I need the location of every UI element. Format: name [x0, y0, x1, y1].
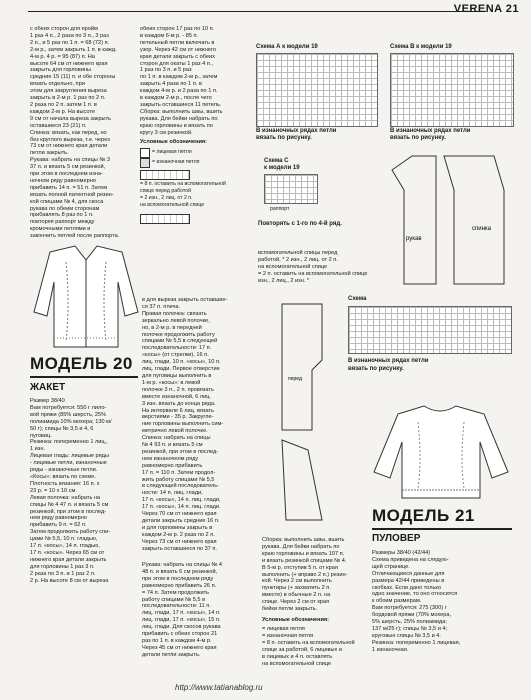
text-line: закрыть оставшиеся 11 петель. [140, 101, 222, 108]
text-line: закрыть оставшиеся по 37 п. [142, 545, 217, 552]
text-line: ности: 14 п. лиц. глади, [142, 490, 203, 497]
magazine-brand: VERENA 21 [453, 3, 519, 15]
text-line: 1 изн. [30, 446, 45, 453]
jacket-sketch [30, 242, 142, 352]
text-line: 1 изнаночная. [372, 646, 409, 653]
text-line: 2 р. На высоте 8 см от выреза [30, 577, 109, 584]
text-line: выполнить (+ вправо 2 п.) резин- [262, 571, 348, 578]
model-20-rule [30, 376, 138, 378]
text-line: кой спицами № 4, для скоса [30, 198, 104, 205]
text-line: = лицевая петля [262, 626, 305, 632]
text-line: прибавлять 8 раз по 1 п. [30, 212, 94, 219]
text-line: Сборка: выполнить швы, вшить [140, 108, 223, 115]
model-21-title: МОДЕЛЬ 21 [372, 506, 475, 525]
text-line: Размер 38/40 [30, 398, 65, 404]
knit-symbol-icon [140, 148, 150, 158]
schema-b-caption-2: вязать по рисунку. [390, 135, 446, 141]
schema-main-title: Схема [348, 296, 367, 302]
text-line: нем изнаночном ряду [142, 455, 199, 462]
text-line: 17 п. «косы». Через 65 см от [30, 549, 105, 556]
text-line: Сборка: выполнить швы, вшить [262, 537, 345, 543]
text-line: круговые спицы № 3,5 и 4. [372, 632, 441, 639]
text-line: равномерно прибавить [142, 462, 203, 469]
text-line: Спинка: вязать, как перед, но [30, 129, 107, 136]
text-line: 17 п. «косы», 14 п. лиц. глади. [142, 504, 221, 511]
pullover-illustration [368, 402, 514, 502]
text-line: пунктиры (+ захватить 2 п. [262, 585, 331, 592]
text-line: лиц. глади, 10 п. «косы», 10 п. [142, 359, 221, 366]
text-line: и вязать резинкой спицами № 4. [262, 557, 347, 564]
text-line: в каждом 2-м р., после чего [140, 95, 212, 102]
text-column-middle-top [140, 26, 250, 138]
text-line: петельный петли включать в [140, 39, 215, 46]
text-line: Резинка: попеременно 1 лицевая, [372, 639, 461, 646]
text-line: 2-м р., затем закрыть 1 п. в кажд. [30, 46, 117, 53]
text-line: рукава. Для бейки набрать по [262, 543, 340, 550]
text-line: 17 п. «косы», 14 п. лиц. глади, [142, 497, 221, 504]
pullover-sketch [368, 402, 514, 502]
schema-main-caption-1: В изнаночных рядах петли [348, 358, 429, 364]
text-line: раз по 1 п. в каждом 4-м р. [142, 637, 212, 644]
schema-a-chart [256, 53, 378, 127]
text-line: детали петли закрыть. [142, 651, 201, 658]
text-line: Вам потребуется: 275 (300) г [372, 605, 447, 612]
text-line: полиамида 10% мохера; 130 м/ [30, 418, 112, 425]
text-line: Плотность вязания: 16 п. х [30, 480, 100, 487]
legend-item: на вспомогательной спице [140, 202, 205, 208]
text-line: ся 37 п. плеча. [142, 303, 181, 310]
model-20-subtitle: ЖАКЕТ [30, 382, 66, 393]
schema-main-caption-2: вязать по рисунку. [348, 366, 404, 372]
schema-c-repeat-note: Повторять с 1-го по 4-й ряд. [258, 221, 342, 227]
text-line: 17 п. «косы», 14 п. гладью, [30, 543, 100, 550]
text-line: при этом в последнем ряду [142, 575, 214, 582]
text-line: зеркально левой полочке, [142, 317, 210, 324]
text-line: Рукава: набрать на спицы № 3 [30, 157, 111, 164]
text-column-left-bottom [30, 398, 140, 680]
watermark: http://www.tatianablog.ru [175, 683, 263, 692]
text-line: вспомогательной спицы перед [258, 250, 338, 256]
purl-symbol-icon [140, 158, 150, 168]
schema-b-chart [390, 53, 514, 127]
text-line: цами № 5,5, 10 п. гладью, [30, 536, 98, 543]
text-line: к обоим размерам. [372, 598, 422, 605]
text-line: последовательности: 11 п. [142, 603, 211, 610]
text-line: 2 раза по 3 п. и 1 раз 2 п. [30, 570, 96, 577]
text-line: Через 45 см от нижнего края [142, 644, 217, 651]
schema-a-title: Схема А к модели 19 [256, 44, 318, 50]
text-line: на вспомогательной спице [258, 263, 328, 270]
text-line: Через 73 см от нижнего края [142, 538, 217, 545]
text-line: этом для закругления выреза [30, 88, 107, 95]
schema-c-chart [264, 174, 318, 204]
header-rule [28, 11, 486, 12]
text-line: метрично левой полочке. [142, 428, 208, 435]
text-line: 17 п. = 110 п. Затем продол- [142, 469, 216, 476]
text-line: 4-м р. 4 р. = 95 (87) п. На [30, 53, 95, 60]
text-line: 1 раз по 3 п. и 5 раз [140, 67, 192, 74]
model-20-assembly-text [262, 537, 366, 615]
text-line: спицами № 5,5 в следующей [142, 338, 218, 345]
model-21-text [372, 550, 512, 682]
text-line: 5% шерсть, 25% полиамида; [372, 619, 447, 626]
text-line: равномерно прибавить 26 п. [142, 582, 217, 589]
text-line: щей странице. [372, 563, 410, 570]
model-20-title: МОДЕЛЬ 20 [30, 354, 133, 373]
text-line: бордовой пряжи (70% мохера, [372, 612, 452, 619]
model-19-notes [258, 250, 382, 292]
cable-symbol-icon [140, 214, 190, 224]
text-line: при этом в последнем изна- [30, 171, 103, 178]
text-line: 137 м/25 г); спицы № 3,5 и 4; [372, 625, 448, 632]
text-column-middle-end [142, 562, 254, 666]
text-line: - лицевые петли, изнаночные [30, 460, 107, 467]
text-line: пуговиц. [30, 432, 52, 439]
text-line: вой пряжи (85% шерсть, 25% [30, 411, 107, 418]
page-header [0, 0, 531, 22]
legend-item: = 2 изн., 2 лиц. от 2 п. [140, 195, 193, 201]
text-line: лиц. глади, 17 п. «косы», 15 п. [142, 617, 221, 624]
text-line: резинкой, при этом в послед- [142, 448, 219, 455]
text-line: Спинка: набрать на спицы [142, 435, 211, 442]
text-line: Правая полочка: связать [142, 310, 207, 317]
text-line: краю горловины и вязать по [140, 122, 213, 129]
text-line: в для выреза закрыть оставшие- [142, 297, 228, 303]
text-line: = 74 п. Затем продолжить [142, 589, 210, 596]
text-line: кругу 3 см резинкой. [140, 129, 193, 136]
schema-main-chart [348, 306, 512, 354]
text-line: прибавить 14 п. = 51 п. Затем [30, 184, 108, 191]
text-line: детали закрыть средние 16 п. [142, 518, 220, 524]
text-line: бейки петли закрыть. [262, 606, 318, 613]
schema-c-rapport-label: раппорт [270, 206, 290, 212]
text-line: в следующей последователь- [142, 483, 220, 490]
text-line: каждом 4-м р. и 2 раза по 1 п. [140, 88, 218, 95]
text-line: Схема приведена на следую- [372, 556, 449, 563]
text-line: закрыть для горловины [30, 67, 91, 74]
text-line: Лицевая гладь: лицевые ряды [30, 453, 109, 460]
text-line: и для горловины закрыть в [142, 524, 213, 531]
text-line: узор. Через 42 см от нижнего [140, 46, 216, 53]
legend-title: Условные обозначения: [140, 139, 208, 145]
text-line: «косы» (от стрелки), 16 п. [142, 352, 209, 359]
cardigan-schematic [262, 300, 342, 530]
jacket-illustration [30, 242, 142, 352]
text-line: Размеры 38/40 (42/44) [372, 550, 431, 556]
model-21-subtitle: ПУЛОВЕР [372, 533, 421, 544]
text-line: 2 раза по 2 п. затем 1 п. в [30, 101, 97, 108]
text-line: работу спицами № 5,5 в [142, 596, 206, 603]
text-line: с обеих сторон для пройм [30, 26, 98, 32]
text-line: Затем продолжить работу спи- [30, 529, 111, 536]
text-line: петли закрыть. [30, 150, 69, 157]
text-line: 3 изн. вязать до конца ряда. [142, 400, 216, 407]
garment-diagram-20 [262, 300, 342, 530]
text-line: каждом 2-м р. На высоте [30, 108, 95, 115]
text-line: 48 п. и вязать 6 см резинкой, [142, 568, 218, 575]
back-label: спинка [472, 226, 492, 232]
schema-b-caption-1: В изнаночных рядах петли [390, 128, 471, 134]
text-line: Левая полочка: набрать на [30, 494, 101, 501]
text-line: рукава. Для бейки набрать по [140, 115, 218, 122]
text-line: обеих сторон 17 раз по 10 п. [140, 26, 215, 32]
model-21-rule [372, 528, 512, 530]
text-line: прибавить 9 п. = 62 п. [30, 522, 87, 529]
schema-c-title-2: к модели 19 [264, 165, 300, 171]
cable-symbol-icon [140, 170, 190, 180]
legend-item: = лицевая петля [152, 149, 192, 155]
text-line: по 1 п. в каждом 2-м р., затем [140, 74, 218, 81]
text-line: без круглого выреза, т.е. через [30, 136, 110, 143]
text-line: работой, * 2 изн., 2 лиц. от 2 п. [258, 256, 338, 263]
text-line: нижнего края детали закрыть [30, 556, 107, 563]
text-line: кромочными петлями и [30, 226, 91, 233]
text-line: Отличающиеся данные для [372, 570, 445, 577]
text-line: закрыть в 2-м р. 1 раз по 2 п. [30, 95, 106, 102]
schema-b-title: Схема В к модели 19 [390, 44, 452, 50]
text-line: одно значение, то оно относится [372, 591, 458, 598]
legend-item: = изнаночная петля [152, 159, 200, 165]
text-line: полочке 3 п., 2 п. провязать [142, 386, 214, 393]
text-line: изн., 2 лиц., 2 изн. * [258, 277, 310, 284]
schema-a-caption-1: В изнаночных рядах петли [256, 128, 337, 134]
text-line: спицы № 4 47 п. и вязать 5 см [30, 501, 109, 508]
text-line: ночном ряду равномерно [30, 177, 96, 184]
text-line: спице за работой, 6 лицевых и [262, 646, 343, 653]
schema-c-title: Схема С [264, 158, 289, 164]
text-line: = 2 п. оставить на вспомогательной спице [258, 270, 368, 277]
text-line: резинкой, при этом в послед- [30, 508, 107, 515]
text-line: последовательности: 17 п. [142, 345, 212, 352]
text-line: прибавить с обеих сторон 21 [142, 631, 218, 638]
text-line: Вам потребуется: 550 г лило- [30, 404, 107, 411]
text-line: вместе изнаночной, 6 лиц. [142, 393, 211, 400]
text-line: 9 см от начала выреза закрыть [30, 115, 112, 122]
text-line: в каждом 6-м р. - 85 п. [140, 32, 199, 39]
text-line: но, в 2-м р. в передней [142, 324, 202, 331]
legend-item: спице перед работой [140, 188, 191, 194]
text-line: 73 см от нижнего края детали [30, 143, 108, 150]
text-line: закрыть 4 раза по 1 п. в [140, 81, 202, 88]
text-column-middle-bottom [142, 297, 254, 559]
text-line: на вспомогательной спице [262, 660, 332, 667]
schema-a-caption-2: вязать по рисунку. [256, 135, 312, 141]
text-line: закончить петлей после раппорта. [30, 233, 120, 240]
garment-diagram-19 [384, 150, 514, 290]
text-line: = 8 п. оставить на вспомогательной [262, 639, 355, 646]
text-column-left-top [30, 26, 138, 242]
text-line: высоте 64 см от нижнего края [30, 60, 108, 67]
text-line: ряды - изнаночные петли. [30, 467, 98, 474]
text-line: оставшиеся 23 (21) п. [30, 122, 87, 129]
text-line: каждом 2-м р. 2 раза по 2 п. [142, 531, 215, 538]
legend-2-title: Условные обозначения: [262, 617, 330, 623]
text-line: «Косы»: вязать по схеме. [30, 473, 96, 480]
text-line: На интервале 6 лиц. вязать [142, 407, 214, 414]
text-line: № 4 93 п. и вязать 5 см [142, 442, 203, 449]
text-line: жить работу спицами № 5,5 [142, 476, 215, 483]
legend-item: = 8 п. оставить на вспомогательной [140, 181, 226, 187]
text-line: = изнаночная петля [262, 632, 314, 639]
garment-schematic [384, 150, 514, 290]
text-line: скобках. Если дано только [372, 584, 442, 591]
text-line: нем ряду равномерно [30, 515, 87, 522]
text-line: 37 п. и вязать 5 см резинкой, [30, 164, 106, 171]
text-line: лиц. глади. Первое отверстие [142, 366, 220, 373]
text-line: ние горловины выполнить сим- [142, 421, 224, 428]
text-line: вязать полной патентной резин- [30, 191, 114, 198]
legend-block [140, 148, 252, 234]
text-line: повторяя раппорт между [30, 219, 95, 226]
text-line: вместе) в обычные 2 п. на [262, 592, 331, 599]
sleeve-label: рукав [406, 236, 422, 242]
text-line: лиц. глади, 17 п. «косы», 14 п. [142, 610, 221, 617]
text-line: кой. Через 2 см выполнить [262, 578, 332, 585]
legend-2-block [262, 626, 366, 680]
text-line: краю горловины и вязать 107 п. [262, 550, 345, 557]
text-line: 1-м р. «косы»: в левой [142, 379, 201, 386]
text-line: размера 42/44 приведены в [372, 577, 445, 584]
text-line: рукава по обеим сторонам [30, 205, 100, 212]
text-line: Через 70 см от нижнего края [142, 511, 217, 518]
text-line: средние 15 (11) п. и обе стороны [30, 74, 116, 81]
text-line: 1 раз 4 п., 2 раза по 3 п., 3 раз [30, 32, 109, 39]
text-line: сторон для окаты 1 раз 4 п., [140, 60, 213, 67]
text-line: спице. Через 2 см от края [262, 599, 330, 606]
text-line: 2 п., и 5 раз по 1 п. = 68 (72) п. [30, 39, 110, 46]
text-line: для пуговицы выполнить в [142, 372, 212, 379]
text-line: 23 р. = 10 х 10 см. [30, 487, 77, 494]
text-line: полочке продолжить работу [142, 331, 215, 338]
text-line: для горловины 1 раз 3 п. [30, 563, 95, 570]
text-line: лиц. глади. Для скосов рукава [142, 624, 221, 631]
text-line: края детали закрыть с обеих [140, 53, 215, 60]
text-line: Резинка: попеременно 1 лиц., [30, 439, 108, 446]
text-line: верстиями - 35 р. Закругле- [142, 414, 214, 421]
text-line: в лицевых и 4 п. оставлять [262, 653, 333, 660]
text-line: вязать отдельно, при [30, 81, 85, 88]
text-line: Рукава: набрать на спицы № 4 [142, 562, 223, 568]
text-line: 50 г); спицы № 3,5 и 4, 6 [30, 425, 94, 432]
text-line: В 5-м р. отступив 5 п. от края [262, 564, 338, 571]
front-label: перед [288, 376, 302, 382]
